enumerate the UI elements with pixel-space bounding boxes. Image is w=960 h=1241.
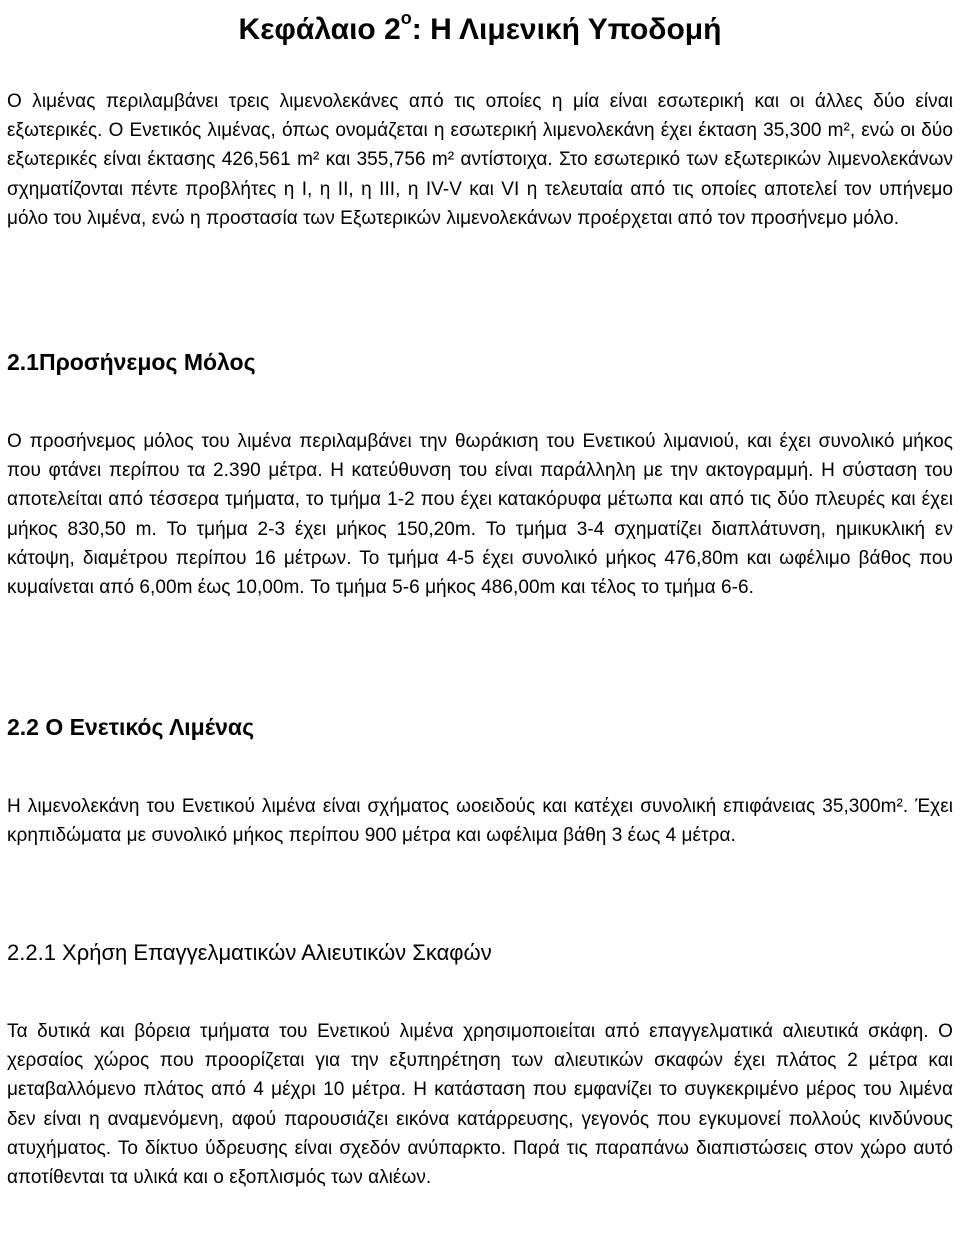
intro-paragraph: Ο λιμένας περιλαμβάνει τρεις λιμενολεκάνες από τις οποίες η μία είναι εσωτερική και οι άλλες δύο είναι εξωτερικές. Ο Ενετικός λιμένας, όπως ονομάζεται η εσωτερική λιμενολεκάνη έχει έκταση 35,300 m², ενώ οι δύο εξωτερικές είναι έκτασης 426,561 m² και 355,756 m² αντίστοιχα. Στο εσωτερικό των εξωτερικών λιμενολεκάνων σχηματίζονται πέντε προβλήτες η I, η II, η III, η IV-V και VI η τελευταία από τις οποίες αποτελεί τον υπήνεμο μόλο του λιμένα, ενώ η προστασία των Εξωτερικών λιμενολεκάνων προέρχεται από τον προσήνεμο μόλο. <box>7 91 953 229</box>
section-2-2-1-heading: 2.2.1 Χρήση Επαγγελματικών Αλιευτικών Σκαφών <box>7 940 492 965</box>
section-2-1-paragraph: Ο προσήνεμος μόλος του λιμένα περιλαμβάνει την θωράκιση του Ενετικού λιμανιού, και έχει συνολικό μήκος που φτάνει περίπου τα 2.390 μέτρα. Η κατεύθυνση του είναι παράλληλη με την ακτογραμμή. Η σύσταση του αποτελείται από τέσσερα τμήματα, το τμήμα 1-2 που έχει κατακόρυφα μέτωπα και από τις δύο πλευρές και έχει μήκος 830,50 m. Το τμήμα 2-3 έχει μήκος 150,20m. Το τμήμα 3-4 σχηματίζει διαπλάτυνση, ημικυκλική εν κάτοψη, διαμέτρου περίπου 16 μέτρων. Το τμήμα 4-5 έχει συνολικό μήκος 476,80m και ωφέλιμο βάθος που κυμαίνεται από 6,00m έως 10,00m. Το τμήμα 5-6 μήκος 486,00m και τέλος το τμήμα 6-6. <box>7 431 953 599</box>
section-2-2-heading: 2.2 Ο Ενετικός Λιμένας <box>7 714 255 740</box>
chapter-title-suffix: : Η Λιμενική Υποδομή <box>411 13 722 46</box>
section-2-2-1-paragraph: Τα δυτικά και βόρεια τμήματα του Ενετικού λιμένα χρησιμοποιείται από επαγγελματικά αλιευτικά σκάφη. Ο χερσαίος χώρος που προορίζεται για την εξυπηρέτηση των αλιευτικών σκαφών έχει πλάτος 2 μέτρα και μεταβαλλόμενο πλάτος από 4 μέχρι 10 μέτρα. Η κατάσταση που εμφανίζει το συγκεκριμένο μέρος του λιμένα δεν είναι η αναμενόμενη, αφού παρουσιάζει εικόνα κατάρρευσης, γεγονός που εγκυμονεί πολλούς κινδύνους ατυχήματος. Το δίκτυο ύδρευσης είναι σχεδόν ανύπαρκτο. Παρά τις παραπάνω διαπιστώσεις στον χώρο αυτό αποτίθενται τα υλικά και ο εξοπλισμός των αλιέων. <box>7 1021 953 1189</box>
section-2-1-heading: 2.1Προσήνεμος Μόλος <box>7 349 256 375</box>
section-2-2-paragraph: Η λιμενολεκάνη του Ενετικού λιμένα είναι σχήματος ωοειδούς και κατέχει συνολική επιφάνειας 35,300m². Έχει κρηπιδώματα με συνολικό μήκος περίπου 900 μέτρα και ωφέλιμα βάθη 3 έως 4 μέτρα. <box>7 796 953 847</box>
chapter-title <box>0 2 960 50</box>
chapter-title-prefix: Κεφάλαιο 2 <box>238 13 401 46</box>
chapter-title-ordinal: ο <box>400 8 412 28</box>
